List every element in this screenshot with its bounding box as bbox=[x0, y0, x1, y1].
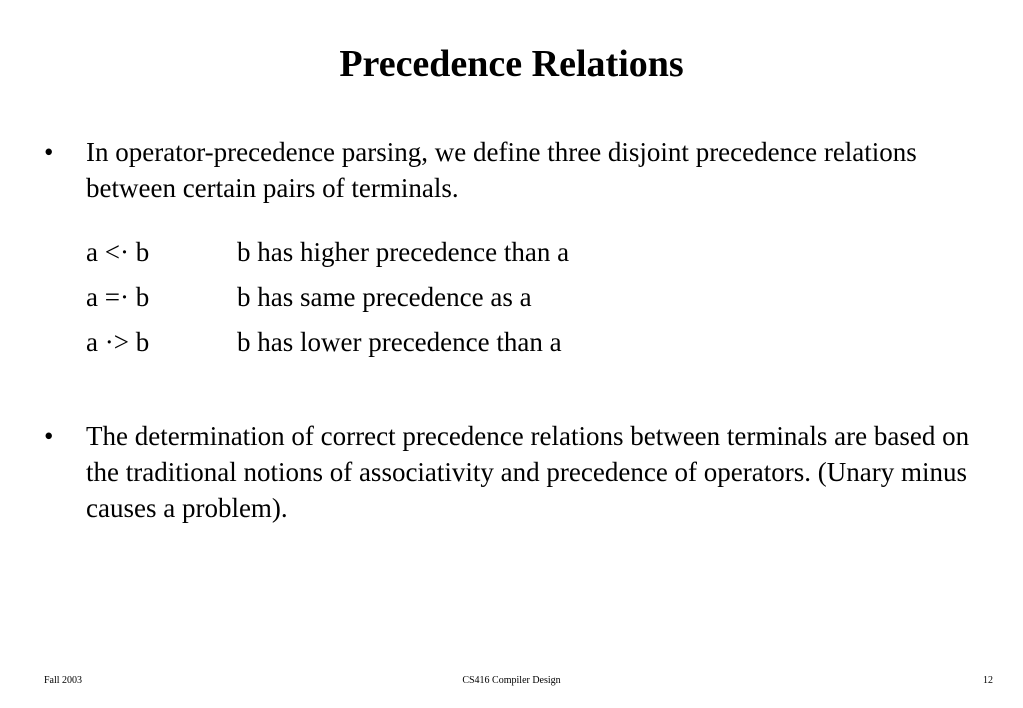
bullet-dot: • bbox=[44, 421, 54, 451]
slide-title: Precedence Relations bbox=[339, 43, 684, 85]
footer-page-number: 12 bbox=[983, 675, 993, 686]
relation-description: b has lower precedence than a bbox=[237, 327, 562, 357]
relation-row bbox=[86, 324, 569, 369]
relation-row bbox=[86, 279, 569, 324]
relation-expression: a =· b bbox=[86, 282, 150, 312]
relation-expression: a <· b bbox=[86, 237, 150, 267]
relation-expression: a ·> b bbox=[86, 327, 150, 357]
footer-term: Fall 2003 bbox=[44, 675, 83, 686]
bullet-text: The determination of correct precedence relations between terminals are based on the traditional notions of associativity and precedence of operators. (Unary minus causes a problem). bbox=[86, 421, 970, 523]
bullet-item bbox=[44, 418, 984, 526]
relation-row bbox=[86, 234, 569, 279]
bullet-dot: • bbox=[44, 137, 54, 167]
bullet-item bbox=[44, 134, 984, 206]
relations-list bbox=[86, 234, 569, 369]
relation-description: b has higher precedence than a bbox=[237, 237, 570, 267]
bullet-text: In operator-precedence parsing, we define three disjoint precedence relations between certain pairs of terminals. bbox=[86, 137, 917, 203]
footer-course: CS416 Compiler Design bbox=[462, 675, 561, 686]
relation-description: b has same precedence as a bbox=[237, 282, 532, 312]
